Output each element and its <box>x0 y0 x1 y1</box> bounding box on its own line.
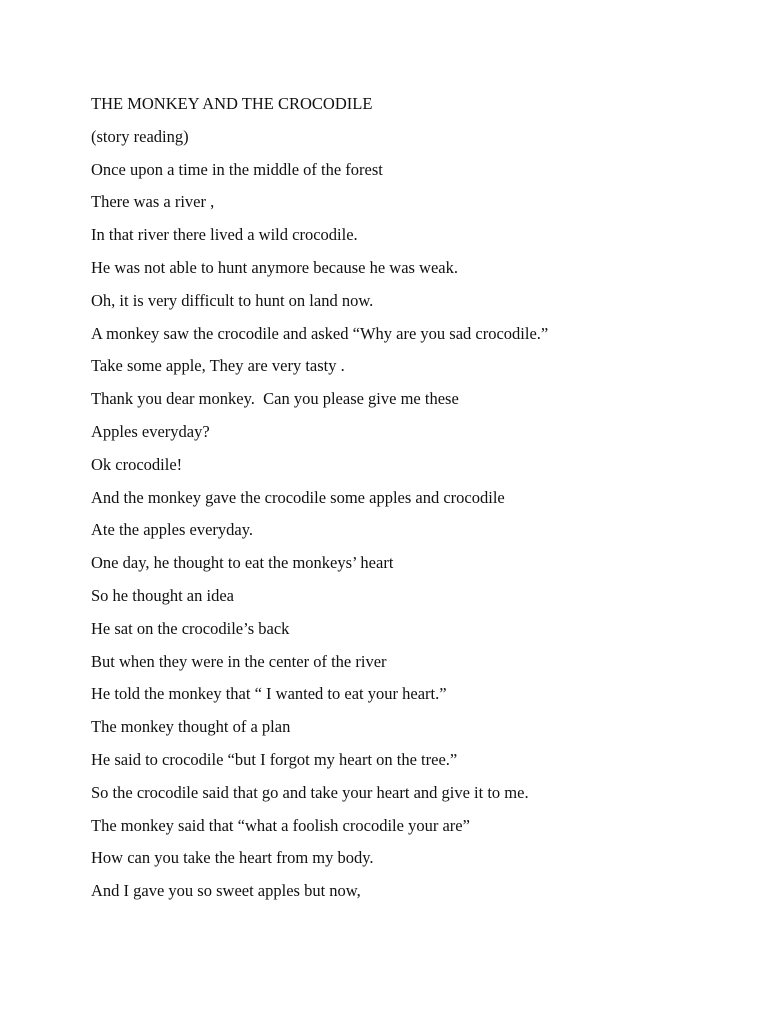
story-line: So the crocodile said that go and take your heart and give it to me. <box>91 782 529 802</box>
story-line: Ate the apples everyday. <box>91 520 254 540</box>
story-line: There was a river , <box>91 192 215 212</box>
story-line: Thank you dear monkey. Can you please give me these <box>91 389 459 409</box>
story-line: Apples everyday? <box>91 421 210 441</box>
story-line: He was not able to hunt anymore because he was weak. <box>91 257 458 277</box>
story-line: One day, he thought to eat the monkeys’ heart <box>91 553 394 573</box>
story-line: He sat on the crocodile’s back <box>91 618 290 638</box>
story-line: And I gave you so sweet apples but now, <box>91 881 361 901</box>
story-line: How can you take the heart from my body. <box>91 848 374 868</box>
document-title: THE MONKEY AND THE CROCODILE <box>91 94 373 113</box>
story-line: But when they were in the center of the river <box>91 651 387 671</box>
story-line: And the monkey gave the crocodile some apples and crocodile <box>91 487 505 507</box>
story-line: Oh, it is very difficult to hunt on land now. <box>91 290 374 310</box>
story-line: Ok crocodile! <box>91 454 183 474</box>
story-line: Once upon a time in the middle of the forest <box>91 159 383 179</box>
story-line: Take some apple, They are very tasty . <box>91 356 345 376</box>
story-line: The monkey said that “what a foolish crocodile your are” <box>91 815 470 835</box>
story-line: He told the monkey that “ I wanted to eat your heart.” <box>91 684 447 704</box>
story-line: So he thought an idea <box>91 585 234 605</box>
story-line: He said to crocodile “but I forgot my heart on the tree.” <box>91 749 458 769</box>
document-subtitle: (story reading) <box>91 126 189 146</box>
story-text <box>91 92 731 912</box>
story-line: In that river there lived a wild crocodile. <box>91 225 358 245</box>
story-line: A monkey saw the crocodile and asked “Why are you sad crocodile.” <box>91 323 549 343</box>
story-line: The monkey thought of a plan <box>91 717 291 737</box>
